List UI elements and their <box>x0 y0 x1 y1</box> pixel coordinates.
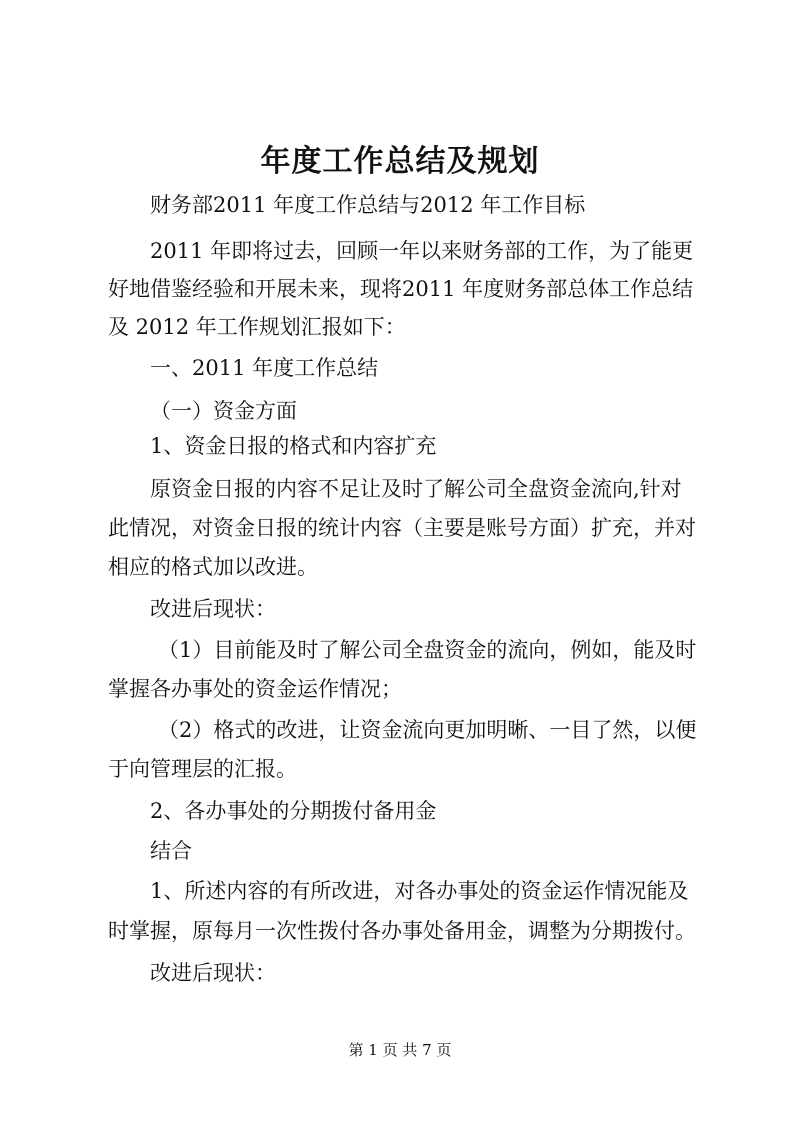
paragraph-line: 改进后现状： <box>150 961 276 985</box>
document-title: 年度工作总结及规划 <box>260 144 540 179</box>
page-footer: 第 1 页 共 7 页 <box>348 1041 452 1059</box>
paragraph-line: 此情况，对资金日报的统计内容（主要是账号方面）扩充，并对 <box>108 516 696 540</box>
paragraph-line: 于向管理层的汇报。 <box>108 757 297 781</box>
paragraph-line: （2）格式的改进，让资金流向更加明晰、一目了然，以便 <box>158 718 697 742</box>
item-heading: 2、各办事处的分期拨付备用金 <box>150 799 437 823</box>
section-heading: 一、2011 年度工作总结 <box>150 356 379 380</box>
paragraph-line: 结合 <box>150 839 192 863</box>
item-heading: 1、资金日报的格式和内容扩充 <box>150 434 437 458</box>
paragraph-line: （1）目前能及时了解公司全盘资金的流向，例如，能及时 <box>158 638 697 662</box>
paragraph-line: 好地借鉴经验和开展未来，现将2011 年度财务部总体工作总结 <box>108 277 694 301</box>
paragraph-line: 1、所述内容的有所改进，对各办事处的资金运作情况能及 <box>150 879 689 903</box>
subsection-heading: （一）资金方面 <box>150 399 297 423</box>
subtitle-line: 财务部2011 年度工作总结与2012 年工作目标 <box>150 193 586 217</box>
paragraph-line: 2011 年即将过去，回顾一年以来财务部的工作，为了能更 <box>150 239 694 263</box>
paragraph-line: 相应的格式加以改进。 <box>108 555 318 579</box>
paragraph-line: 时掌握，原每月一次性拨付各办事处备用金，调整为分期拨付。 <box>108 919 696 943</box>
paragraph-line: 改进后现状： <box>150 597 276 621</box>
paragraph-line: 及 2012 年工作规划汇报如下： <box>108 315 406 339</box>
paragraph-line: 原资金日报的内容不足让及时了解公司全盘资金流向,针对 <box>150 477 682 501</box>
paragraph-line: 掌握各办事处的资金运作情况； <box>108 677 402 701</box>
